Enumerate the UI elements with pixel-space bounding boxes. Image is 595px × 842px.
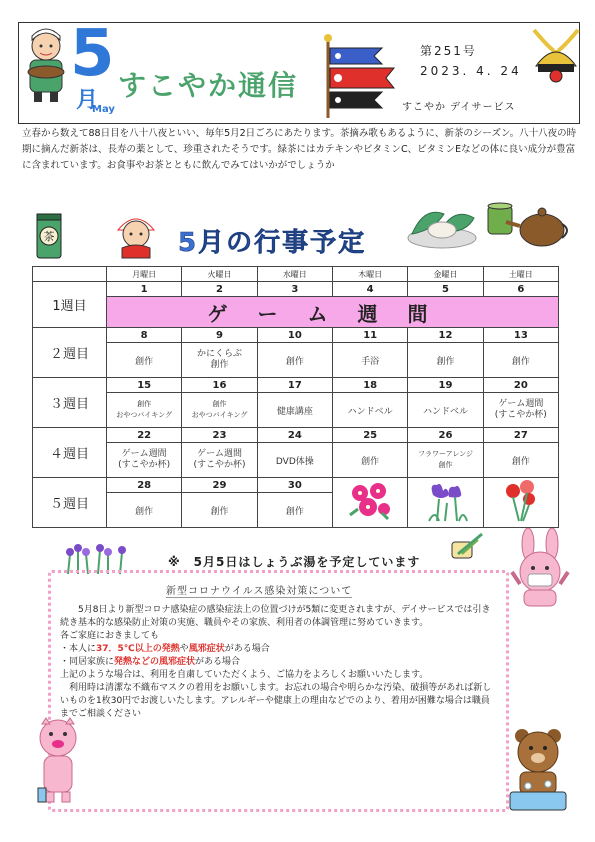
date-cell: 30 <box>257 478 332 493</box>
event-cell: 創作 <box>107 493 182 528</box>
date-cell: 1 <box>107 282 182 297</box>
event-cell: ハンドベル <box>332 393 407 428</box>
event-cell: 創作 おやつバイキング <box>182 393 257 428</box>
covid-bullet-1 <box>60 643 496 656</box>
week-2-dates-row <box>33 328 559 343</box>
shobu-bath-notice: ※ 5月5日はしょうぶ湯を予定しています <box>168 555 421 569</box>
date-cell: 24 <box>257 428 332 443</box>
date-cell: 29 <box>182 478 257 493</box>
fever-highlight: 37．5℃以上の発熱 <box>96 644 180 654</box>
week-label: ３週目 <box>33 378 107 428</box>
kashiwa-mochi-illustration <box>404 200 480 252</box>
event-cell: DVD体操 <box>257 443 332 478</box>
shobu-bath-illustration <box>448 532 484 562</box>
bullet-text: ・本人に <box>60 644 97 654</box>
schedule-title: 5月の行事予定 <box>178 228 367 258</box>
koinobori-illustration <box>322 34 406 120</box>
day-header: 金曜日 <box>408 267 483 282</box>
event-cell: 創作 <box>257 493 332 528</box>
date-cell: 23 <box>182 428 257 443</box>
week-label: 1週目 <box>33 282 107 328</box>
event-cell: 創作 おやつバイキング <box>107 393 182 428</box>
date-cell: 5 <box>408 282 483 297</box>
intro-paragraph: 立春から数えて88日目を八十八夜といい、毎年5月2日ごろにあたります。茶摘み歌もあるように、新茶のシーズン。八十八夜の時期に摘んだ新茶は、長寿の薬として、珍重されたそうです。緑茶にはカテキンやビタミンC、ビタミンEなどの体に良い成分が豊富に含まれています。お食事やお茶とともに飲んでみてはいかがでしょうか <box>22 128 577 171</box>
event-cell: フラワーアレンジ 創作 <box>408 443 483 478</box>
date-cell: 13 <box>483 328 558 343</box>
month-kanji: 月 <box>76 88 99 113</box>
covid-notice-title: 新型コロナウイルス感染対策について <box>166 582 352 598</box>
svg-text:茶: 茶 <box>43 230 55 243</box>
date-cell: 28 <box>107 478 182 493</box>
organization-name: すこやか デイサービス <box>402 102 516 113</box>
schedule-calendar <box>32 266 559 528</box>
issue-date: 2023. 4. 24 <box>420 64 522 78</box>
event-cell: 創作 <box>483 343 558 378</box>
green-tea-teapot-illustration <box>486 196 572 252</box>
event-cell: ハンドベル <box>408 393 483 428</box>
event-cell: ゲーム週間 (すこやか杯) <box>107 443 182 478</box>
date-cell: 2 <box>182 282 257 297</box>
azalea-flower-icon <box>344 479 396 523</box>
date-cell: 27 <box>483 428 558 443</box>
pig-coughing-illustration <box>36 716 80 806</box>
date-cell: 17 <box>257 378 332 393</box>
boy-with-tea-illustration <box>20 26 72 106</box>
date-cell: 25 <box>332 428 407 443</box>
event-cell: ゲーム週間 (すこやか杯) <box>483 393 558 428</box>
tea-can-illustration <box>34 212 64 260</box>
event-cell: 創作 <box>483 443 558 478</box>
flower-cell <box>483 478 558 528</box>
carnation-flower-icon <box>495 479 547 523</box>
month-number: 5 <box>70 17 115 91</box>
date-cell: 22 <box>107 428 182 443</box>
week-1-dates-row <box>33 282 559 297</box>
date-cell: 9 <box>182 328 257 343</box>
date-cell: 15 <box>107 378 182 393</box>
month-english: May <box>92 104 115 115</box>
event-cell: ゲーム週間 (すこやか杯) <box>182 443 257 478</box>
day-header-row <box>33 267 559 282</box>
iris-flower-icon <box>419 479 471 523</box>
covid-bullet-2 <box>60 656 496 669</box>
covid-paragraph-2: 各ご家庭におきましても <box>60 631 160 641</box>
girl-tea-picker-illustration <box>114 208 158 260</box>
week-label: ２週目 <box>33 328 107 378</box>
covid-paragraph-3: 上記のような場合は、利用を自粛していただくよう、ご協力をよろしくお願いいたします。 <box>60 670 429 680</box>
date-cell: 8 <box>107 328 182 343</box>
bullet-text: ・同居家族に <box>60 657 115 667</box>
date-cell: 26 <box>408 428 483 443</box>
event-cell: 創作 <box>107 343 182 378</box>
rabbit-with-mask-illustration <box>510 528 570 608</box>
kabuto-helmet-illustration <box>528 26 584 84</box>
week-4-dates-row <box>33 428 559 443</box>
issue-number: 第251号 <box>420 44 477 58</box>
date-cell: 3 <box>257 282 332 297</box>
bullet-text: がある場合 <box>195 657 241 667</box>
week-3-dates-row <box>33 378 559 393</box>
date-cell: 11 <box>332 328 407 343</box>
bullet-text: や <box>179 644 189 654</box>
date-cell: 20 <box>483 378 558 393</box>
date-cell: 18 <box>332 378 407 393</box>
iris-garden-illustration <box>64 540 130 574</box>
event-cell: 手浴 <box>332 343 407 378</box>
event-cell: 創作 <box>182 493 257 528</box>
covid-paragraph-4: 利用時は清潔な不織布マスクの着用をお願いします。お忘れの場合や明らかな汚染、破損等があれば新しいものを1枚30円でお渡しいたします。アレルギーや健康上の理由などでのより、着用が困難な場合は職員までご相談ください <box>60 683 492 719</box>
week-label: ５週目 <box>33 478 107 528</box>
week-2-events-row <box>33 343 559 378</box>
date-cell: 19 <box>408 378 483 393</box>
game-week-banner: ゲーム週間 <box>107 297 559 328</box>
bear-washing-hands-illustration <box>508 726 568 814</box>
bullet-text: がある場合 <box>224 644 270 654</box>
date-cell: 12 <box>408 328 483 343</box>
newsletter-title: すこやか通信 <box>118 69 299 102</box>
event-cell: かにくらぶ 創作 <box>182 343 257 378</box>
event-cell: 健康講座 <box>257 393 332 428</box>
day-header: 木曜日 <box>332 267 407 282</box>
week-4-events-row <box>33 443 559 478</box>
day-header: 火曜日 <box>182 267 257 282</box>
event-cell: 創作 <box>408 343 483 378</box>
day-header: 月曜日 <box>107 267 182 282</box>
cold-symptom-highlight: 風邪症状 <box>188 644 225 654</box>
day-header: 水曜日 <box>257 267 332 282</box>
covid-notice-body <box>60 604 496 721</box>
week-1-events-row <box>33 297 559 328</box>
covid-paragraph-1: 5月8日より新型コロナ感染症の感染症法上の位置づけが5類に変更されますが、デイサービスでは引き続き基本的な感染防止対策の実施、職員やその家族、利用者の体調管理に努めていきます。 <box>60 605 491 628</box>
day-header: 土曜日 <box>483 267 558 282</box>
date-cell: 16 <box>182 378 257 393</box>
family-fever-highlight: 発熱などの風邪症状 <box>114 657 196 667</box>
flower-cell <box>408 478 483 528</box>
week-3-events-row <box>33 393 559 428</box>
flower-cell <box>332 478 407 528</box>
date-cell: 4 <box>332 282 407 297</box>
event-cell: 創作 <box>332 443 407 478</box>
corner-cell <box>33 267 107 282</box>
date-cell: 6 <box>483 282 558 297</box>
event-cell: 創作 <box>257 343 332 378</box>
week-5-dates-row <box>33 478 559 493</box>
date-cell: 10 <box>257 328 332 343</box>
week-label: ４週目 <box>33 428 107 478</box>
